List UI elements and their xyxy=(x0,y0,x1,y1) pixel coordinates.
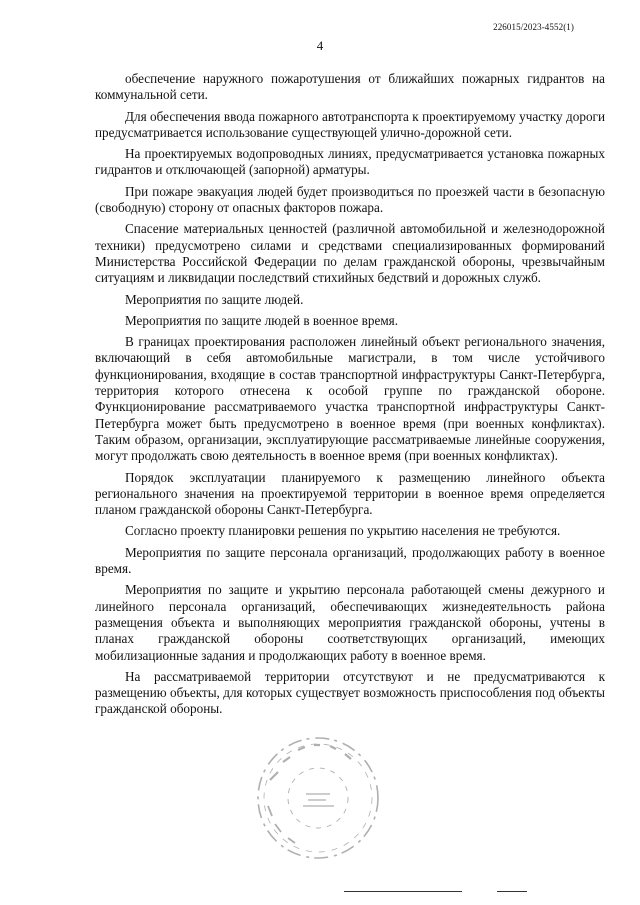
paragraph: Спасение материальных ценностей (различной автомобильной и железнодорожной техники) предусмотрено силами и средствами специализированных формирований Министерства Российской Федерации по делам гражданской обороны, чрезвычайным ситуациям и ликвидации последствий стихийных бедствий и дорожных служб. xyxy=(95,221,605,286)
paragraph: Согласно проекту планировки решения по укрытию населения не требуются. xyxy=(125,523,561,539)
signature-line xyxy=(344,891,462,892)
paragraph: Мероприятия по защите и укрытию персонала работающей смены дежурного и линейного персонала организаций, обеспечивающих жизнедеятельность района размещения объекта и выполняющих мероприятия гражданской обороны, учтены в планах гражданской обороны соответствующих организаций, имеющих мобилизационные задания и продолжающих работу в военное время. xyxy=(95,582,605,663)
paragraph: При пожаре эвакуация людей будет производиться по проезжей части в безопасную (свободную) сторону от опасных факторов пожара. xyxy=(95,183,605,216)
page-number: 4 xyxy=(316,38,324,53)
paragraph: Для обеспечения ввода пожарного автотранспорта к проектируемому участку дороги предусматривается использование существующей улично-дорожной сети. xyxy=(95,108,605,140)
paragraph: На рассматриваемой территории отсутствуют и не предусматриваются к размещению объекты, для которых существует возможность приспособления под объекты гражданской обороны. xyxy=(95,668,605,717)
paragraph: Мероприятия по защите персонала организаций, продолжающих работу в военное время. xyxy=(95,544,605,577)
document-number: 226015/2023-4552(1) xyxy=(493,22,574,32)
paragraph: В границах проектирования расположен линейный объект регионального значения, включающий в себя автомобильные магистрали, в том числе устойчивого функционирования, входящие в состав транспортной инфраструктуры Санкт-Петербурга, территория которого отнесена к особой группе по гражданской обороне. Функционирование рассматриваемого участка транспортной инфраструктуры Санкт-Петербурга может быть предусмотрено в военное время (при военных конфликтах). Таким образом, организации, эксплуатирующие рассматриваемые линейные сооружения, могут продолжать свою деятельность в военное время (при военных конфликтах). xyxy=(95,334,605,464)
paragraph: На проектируемых водопроводных линиях, предусматривается установка пожарных гидрантов и отключающей (запорной) арматуры. xyxy=(95,146,605,178)
paragraph: Мероприятия по защите людей. xyxy=(125,291,304,307)
document-body xyxy=(95,71,605,723)
paragraph: Мероприятия по защите людей в военное время. xyxy=(125,312,399,328)
official-stamp-seal xyxy=(248,728,388,868)
paragraph: обеспечение наружного пожаротушения от ближайших пожарных гидрантов на коммунальной сети. xyxy=(95,71,605,103)
paragraph: Порядок эксплуатации планируемого к размещению линейного объекта регионального значения на проектируемой территории в военное время определяется планом гражданской обороны Санкт-Петербурга. xyxy=(95,469,605,518)
signature-line xyxy=(497,891,527,892)
